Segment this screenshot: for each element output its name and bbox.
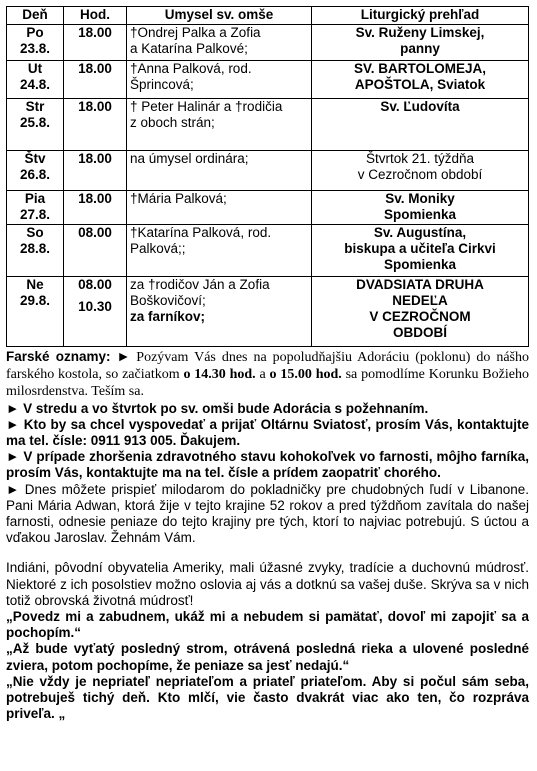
table-row	[7, 277, 529, 347]
day-cell-line: So	[26, 225, 44, 240]
table-row	[7, 225, 529, 277]
intention-cell-line: a Katarína Palkové;	[130, 41, 248, 56]
hour-cell-line: 08.00	[78, 277, 112, 292]
table-row	[7, 191, 529, 225]
quote-1: „Povedz mi a zabudnem, ukáž mi a nebudem si pamätať, dovoľ mi zapojiť sa a pochopím.“	[6, 609, 529, 641]
day-cell-line: Pia	[24, 191, 46, 206]
announcements-title: Farské oznamy:	[6, 349, 111, 364]
day-cell-line: 25.8.	[19, 115, 51, 130]
liturgy-cell-line: Spomienka	[383, 257, 457, 272]
table-header-row	[7, 7, 529, 25]
liturgy-cell-line: v Cezročnom období	[357, 167, 483, 182]
liturgy-cell-line: Sv. Augustína,	[373, 225, 467, 240]
day-cell	[7, 191, 64, 225]
hour-cell	[64, 25, 127, 61]
intention-cell	[127, 225, 312, 277]
liturgy-cell-line: biskupa a učiteľa Cirkvi	[344, 241, 496, 256]
quote-3: „Nie vždy je nepriateľ nepriateľom a priateľ priateľom. Aby si počul sám seba, potrebuješ tichý deň. Kto mlčí, vie často dvakrát viac ako ten, čo rozpráva priveľa. „	[6, 673, 529, 722]
day-cell	[7, 151, 64, 191]
announcement-4: ► V prípade zhoršenia zdravotného stavu kohokoľvek vo farnosti, môjho farníka, prosím Vás, kontaktujte ma na tel. čísle a prídem zaopatriť chorého.	[6, 449, 529, 481]
liturgy-cell	[312, 277, 529, 347]
day-cell-line: Ne	[26, 277, 44, 292]
day-cell-line: Štv	[24, 151, 46, 166]
liturgy-cell	[312, 25, 529, 61]
liturgy-cell-line: DVADSIATA DRUHA	[356, 277, 484, 292]
liturgy-cell	[312, 151, 529, 191]
day-cell	[7, 25, 64, 61]
announcement-1-time-2: o 15.00 hod.	[269, 367, 342, 383]
hour-cell-line: 18.00	[78, 61, 112, 76]
hour-cell-line: 18.00	[78, 99, 112, 114]
liturgy-cell-line: OBDOBÍ	[393, 325, 447, 340]
liturgy-cell	[312, 61, 529, 99]
intention-cell-line: za farníkov;	[130, 309, 206, 324]
announcement-3: ► Kto by sa chcel vyspovedať a prijať Oltárnu Sviatosť, prosím Vás, kontaktujte ma tel. čísle: 0911 913 005. Ďakujem.	[6, 416, 529, 449]
intention-cell-line: Palková;;	[130, 241, 186, 256]
table-row	[7, 99, 529, 151]
intention-cell	[127, 151, 312, 191]
liturgy-cell-line: V CEZROČNOM	[369, 309, 471, 324]
day-cell	[7, 225, 64, 277]
spacer	[6, 546, 529, 560]
intention-cell-line: †Ondrej Palka a Zofia	[130, 25, 261, 40]
hour-cell	[64, 151, 127, 191]
announcement-1	[6, 349, 529, 401]
announcement-1-time-1: o 14.30 hod.	[183, 367, 256, 383]
hour-cell-line: 18.00	[78, 25, 112, 40]
mass-schedule-table	[6, 6, 529, 347]
announcement-2: ► V stredu a vo štvrtok po sv. omši bude Adorácia s požehnaním.	[6, 400, 429, 416]
day-cell	[7, 61, 64, 99]
day-cell-line: 26.8.	[19, 167, 51, 182]
hour-cell-line: 18.00	[78, 191, 112, 206]
intention-cell-line: z oboch strán;	[130, 115, 215, 130]
hour-cell	[64, 99, 127, 151]
announcements	[6, 349, 529, 722]
indian-wisdom-intro: Indiáni, pôvodní obyvatelia Ameriky, mali úžasné zvyky, tradície a duchovnú múdrosť. Niektoré z ich posolstiev možno oslovia aj vás a dotknú sa vašej duše. Skrýva sa v nich totiž obrovská životná múdrosť!	[6, 560, 529, 608]
liturgy-cell-line: Spomienka	[383, 207, 457, 222]
intention-cell	[127, 191, 312, 225]
announcement-5: ► Dnes môžete prispieť milodarom do pokladničky pre chudobných ľudí v Libanone. Pani Mária Adwan, ktorá žije v tejto krajine 52 rokov a pred týždňom zavítala do našej farnosti, odnesie peniaze do tejto krajiny pre tých, ktorí to najviac potrebujú. S úctou a vďakou Jaroslav. Žehnám Vám.	[6, 481, 529, 546]
announcement-1-end: sa pomodlíme Korunku Božieho milosrdenstva. Teším sa.	[6, 367, 529, 400]
quote-2: „Až bude vyťatý posledný strom, otrávená posledná rieka a ulovené posledné zviera, potom pochopíme, že peniaze sa jesť nedajú.“	[6, 641, 529, 673]
day-cell	[7, 277, 64, 347]
intention-cell-line: † Peter Halinár a †rodičia	[130, 99, 283, 114]
day-cell-line: 24.8.	[19, 77, 51, 92]
liturgy-cell-line: NEDEĽA	[392, 293, 448, 308]
day-cell-line: Str	[25, 99, 45, 114]
bulletin-page	[6, 6, 531, 722]
liturgy-cell-line: Štvrtok 21. týždňa	[365, 151, 475, 166]
intention-cell	[127, 25, 312, 61]
hour-cell	[64, 61, 127, 99]
day-cell-line: 29.8.	[19, 293, 51, 308]
header-liturgy: Liturgický prehľad	[312, 7, 529, 25]
intention-cell-line: Boškovičoví;	[130, 293, 206, 308]
day-cell	[7, 99, 64, 151]
day-cell-line: Ut	[27, 61, 43, 76]
hour-cell-line: 08.00	[78, 225, 112, 240]
day-cell-line: Po	[26, 25, 44, 40]
liturgy-cell-line: SV. BARTOLOMEJA,	[353, 61, 487, 76]
intention-cell-line: †Mária Palková;	[130, 191, 227, 206]
hour-cell-line: 18.00	[78, 151, 112, 166]
liturgy-cell-line: Sv. Moniky	[385, 191, 455, 206]
hour-cell	[64, 191, 127, 225]
header-intention: Umysel sv. omše	[127, 7, 312, 25]
announcement-1-text: ► Pozývam Vás dnes na popoludňajšiu Adoráciu (poklonu) do nášho farského kostola, so začiatkom	[6, 350, 529, 383]
liturgy-cell-line: Sv. Ľudovíta	[380, 99, 460, 114]
intention-cell-line: na úmysel ordinára;	[130, 151, 249, 166]
liturgy-cell	[312, 99, 529, 151]
liturgy-cell	[312, 225, 529, 277]
liturgy-cell-line: Sv. Ruženy Limskej,	[355, 25, 485, 40]
intention-cell	[127, 277, 312, 347]
hour-cell	[64, 225, 127, 277]
day-cell-line: 28.8.	[19, 241, 51, 256]
schedule-body	[7, 25, 529, 347]
table-row	[7, 25, 529, 61]
table-row	[7, 151, 529, 191]
intention-cell-line: za †rodičov Ján a Zofia	[130, 277, 270, 292]
intention-cell	[127, 99, 312, 151]
day-cell-line: 27.8.	[19, 207, 51, 222]
announcement-1-and: a	[255, 367, 270, 383]
liturgy-cell	[312, 191, 529, 225]
intention-cell	[127, 61, 312, 99]
intention-cell-line: Šprincová;	[130, 77, 194, 92]
hour-cell-line: 10.30	[78, 299, 112, 314]
table-row	[7, 61, 529, 99]
day-cell-line: 23.8.	[19, 41, 51, 56]
intention-cell-line: †Katarína Palková, rod.	[130, 225, 272, 240]
intention-cell-line: †Anna Palková, rod.	[130, 61, 252, 76]
hour-cell	[64, 277, 127, 347]
liturgy-cell-line: APOŠTOLA, Sviatok	[354, 77, 486, 92]
header-hour: Hod.	[64, 7, 127, 25]
header-day: Deň	[7, 7, 64, 25]
liturgy-cell-line: panny	[400, 41, 440, 56]
